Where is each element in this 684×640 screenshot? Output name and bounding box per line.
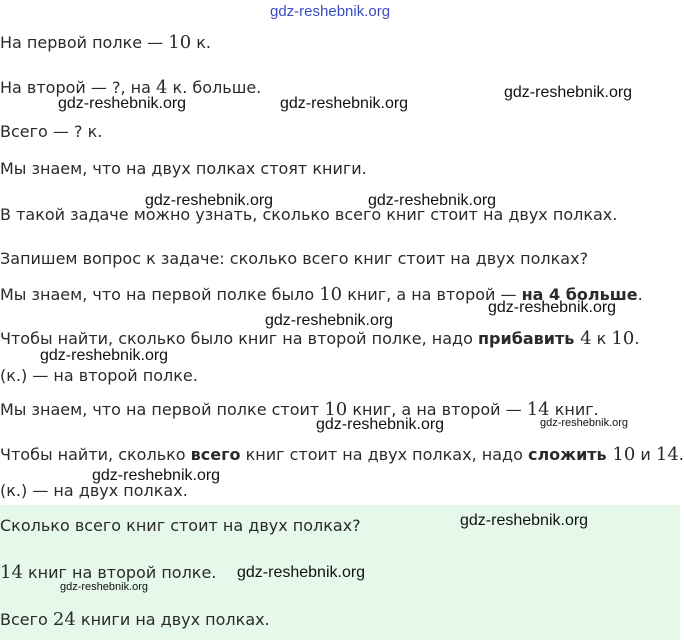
number: 24	[52, 609, 76, 630]
number: 10	[611, 328, 635, 349]
watermark: gdz-reshebnik.org	[280, 95, 409, 112]
reasoning-can-find: В такой задаче можно узнать, сколько всего книг стоит на двух полках.	[0, 205, 618, 224]
answer-line1	[0, 563, 216, 583]
watermark: gdz-reshebnik.org	[270, 3, 391, 20]
text: Всего	[0, 610, 53, 629]
watermark: gdz-reshebnik.org	[504, 84, 633, 101]
watermark: gdz-reshebnik.org	[92, 467, 221, 484]
watermark: gdz-reshebnik.org	[58, 95, 187, 112]
number: 4	[574, 328, 592, 349]
watermark: gdz-reshebnik.org	[40, 347, 169, 364]
step2-known	[0, 400, 599, 420]
number: 4	[156, 77, 168, 98]
number: 10	[324, 399, 348, 420]
step1-result: (к.) — на второй полке.	[0, 366, 198, 385]
reasoning-known: Мы знаем, что на двух полках стоят книги.	[0, 159, 367, 178]
text: книги на двух полках.	[75, 610, 270, 629]
watermark: gdz-reshebnik.org	[460, 512, 589, 529]
number: 14	[0, 562, 23, 583]
condition-shelf1	[0, 33, 211, 53]
number: 14	[655, 444, 679, 465]
bold-text: сложить	[527, 445, 607, 464]
text: Чтобы найти, сколько было книг на второй полке, надо	[0, 329, 478, 348]
bold-text: всего	[190, 445, 241, 464]
text: На первой полке —	[0, 33, 169, 52]
text: книг, а на второй —	[347, 400, 527, 419]
number: 10	[606, 444, 636, 465]
watermark: gdz-reshebnik.org	[488, 299, 617, 316]
text: .	[678, 445, 684, 464]
number: 10	[168, 32, 192, 53]
condition-total: Всего — ? к.	[0, 122, 103, 141]
text: На второй — ?, на	[0, 78, 156, 97]
text: к. больше.	[167, 78, 262, 97]
bold-text: прибавить	[477, 329, 575, 348]
bold-text: на 4 больше	[521, 285, 638, 304]
text: .	[634, 329, 640, 348]
watermark: gdz-reshebnik.org	[368, 192, 497, 209]
text: Мы знаем, что на первой полке было	[0, 285, 320, 304]
watermark: gdz-reshebnik.org	[540, 417, 629, 429]
text: к.	[191, 33, 211, 52]
text: к	[591, 329, 612, 348]
step1-action	[0, 329, 639, 349]
text: Чтобы найти, сколько	[0, 445, 191, 464]
text: и	[635, 445, 656, 464]
text: Мы знаем, что на первой полке стоит	[0, 400, 325, 419]
text: книг на второй полке.	[22, 563, 217, 582]
text: книг.	[549, 400, 599, 419]
reasoning-question: Запишем вопрос к задаче: сколько всего книг стоит на двух полках?	[0, 249, 589, 268]
watermark: gdz-reshebnik.org	[316, 416, 445, 433]
answer-question: Сколько всего книг стоит на двух полках?	[0, 516, 361, 535]
number: 14	[526, 399, 550, 420]
watermark: gdz-reshebnik.org	[60, 581, 149, 593]
number: 10	[319, 284, 343, 305]
text: книг, а на второй —	[342, 285, 522, 304]
answer-line2	[0, 610, 270, 630]
watermark: gdz-reshebnik.org	[237, 564, 366, 581]
text: .	[637, 285, 643, 304]
watermark: gdz-reshebnik.org	[145, 192, 274, 209]
watermark: gdz-reshebnik.org	[265, 312, 394, 329]
step2-result: (к.) — на двух полках.	[0, 481, 188, 500]
text: книг стоит на двух полках, надо	[240, 445, 528, 464]
step2-action	[0, 445, 684, 465]
